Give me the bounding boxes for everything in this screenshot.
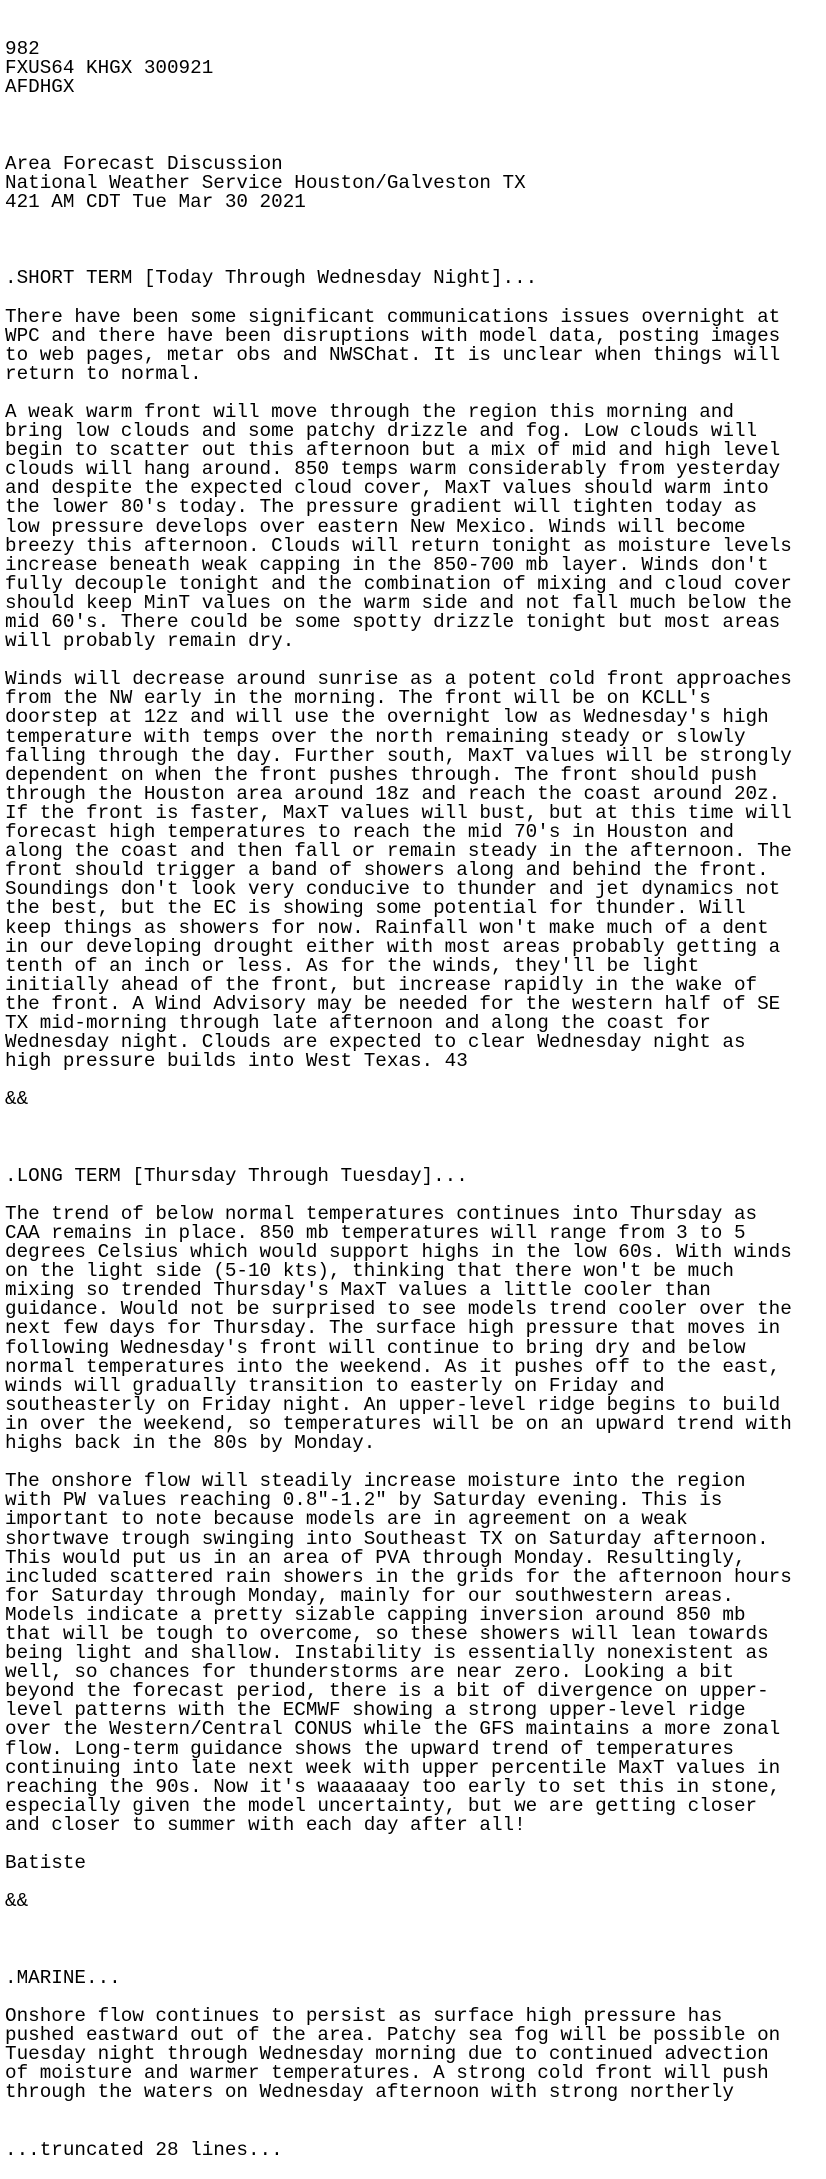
text-line: doorstep at 12z and will use the overnight low as Wednesday's high bbox=[5, 706, 769, 729]
text-line: mid 60's. There could be some spotty drizzle tonight but most areas bbox=[5, 611, 781, 633]
truncation-note: ...truncated 28 lines... bbox=[5, 2138, 283, 2161]
long-term-section bbox=[5, 1164, 826, 1931]
title-block bbox=[5, 152, 826, 231]
text-line: in our developing drought either with most areas probably getting a bbox=[5, 935, 781, 958]
text-line: Wednesday night. Clouds are expected to clear Wednesday night as bbox=[5, 1031, 746, 1054]
text-line: following Wednesday's front will continue to bring dry and below bbox=[5, 1336, 746, 1359]
text-line: A weak warm front will move through the region this morning and bbox=[5, 400, 734, 423]
text-line: Area Forecast Discussion bbox=[5, 152, 283, 175]
text-line: Batiste bbox=[5, 1852, 86, 1875]
text-line: highs back in the 80s by Monday. bbox=[5, 1432, 376, 1455]
text-line: && bbox=[5, 1088, 29, 1111]
text-line bbox=[5, 1911, 826, 1930]
text-line: The onshore flow will steadily increase moisture into the region bbox=[5, 1470, 746, 1493]
text-line: begin to scatter out this afternoon but a mix of mid and high level bbox=[5, 439, 781, 462]
text-line: This would put us in an area of PVA through Monday. Resultingly, bbox=[5, 1546, 746, 1569]
text-line bbox=[5, 1835, 826, 1854]
text-line: level patterns with the ECMWF showing a strong upper-level ridge bbox=[5, 1699, 746, 1722]
text-line: National Weather Service Houston/Galveston TX bbox=[5, 171, 526, 194]
text-line: && bbox=[5, 1890, 29, 1913]
text-line: the best, but the EC is showing some potential for thunder. Will bbox=[5, 897, 746, 920]
text-line bbox=[5, 288, 826, 307]
text-line: bring low clouds and some patchy drizzle and fog. Low clouds will bbox=[5, 420, 758, 443]
text-line: in over the weekend, so temperatures will be on an upward trend with bbox=[5, 1412, 792, 1435]
text-line: dependent on when the front pushes through. The front should push bbox=[5, 763, 758, 786]
text-line bbox=[5, 97, 826, 116]
text-line: fully decouple tonight and the combination of mixing and cloud cover bbox=[5, 572, 792, 595]
text-line: .SHORT TERM [Today Through Wednesday Night]... bbox=[5, 267, 538, 290]
text-line: being light and shallow. Instability is essentially nonexistent as bbox=[5, 1642, 769, 1665]
text-line: shortwave trough swinging into Southeast TX on Saturday afternoon. bbox=[5, 1527, 769, 1550]
text-line: AFDHGX bbox=[5, 76, 75, 99]
text-line: reaching the 90s. Now it's waaaaaay too early to set this in stone, bbox=[5, 1775, 781, 1798]
text-line bbox=[5, 212, 826, 231]
text-line bbox=[5, 1109, 826, 1128]
text-line: low pressure develops over eastern New Mexico. Winds will become bbox=[5, 515, 746, 538]
text-line: CAA remains in place. 850 mb temperatures will range from 3 to 5 bbox=[5, 1222, 746, 1244]
text-line: and despite the expected cloud cover, MaxT values should warm into bbox=[5, 477, 769, 500]
text-line: Onshore flow continues to persist as surface high pressure has bbox=[5, 2004, 723, 2027]
text-line: through the Houston area around 18z and reach the coast around 20z. bbox=[5, 782, 781, 805]
text-line: TX mid-morning through late afternoon and along the coast for bbox=[5, 1011, 711, 1034]
text-line: Soundings don't look very conducive to thunder and jet dynamics not bbox=[5, 878, 781, 901]
text-line: continuing into late next week with upper percentile MaxT values in bbox=[5, 1756, 781, 1779]
text-line: should keep MinT values on the warm side and not fall much below the bbox=[5, 591, 792, 614]
text-line: winds will gradually transition to easterly on Friday and bbox=[5, 1374, 665, 1397]
product-header bbox=[5, 40, 826, 116]
text-line: of moisture and warmer temperatures. A strong cold front will push bbox=[5, 2062, 769, 2085]
text-line: .MARINE... bbox=[5, 1966, 121, 1989]
text-line: tenth of an inch or less. As for the winds, they'll be light bbox=[5, 954, 700, 977]
text-line: and closer to summer with each day after all! bbox=[5, 1813, 526, 1836]
text-line: forecast high temperatures to reach the mid 70's in Houston and bbox=[5, 821, 734, 844]
text-line: falling through the day. Further south, MaxT values will be strongly bbox=[5, 744, 792, 767]
text-line bbox=[5, 1071, 826, 1090]
text-line: the front. A Wind Advisory may be needed for the western half of SE bbox=[5, 992, 781, 1015]
text-line: for Saturday through Monday, mainly for our southwestern areas. bbox=[5, 1584, 734, 1607]
text-line: important to note because models are in agreement on a weak bbox=[5, 1508, 688, 1531]
text-line: increase beneath weak capping in the 850-700 mb layer. Winds don't bbox=[5, 553, 769, 576]
text-line: guidance. Would not be surprised to see models trend cooler over the bbox=[5, 1298, 792, 1321]
text-line: over the Western/Central CONUS while the GFS maintains a more zonal bbox=[5, 1718, 781, 1741]
text-line: breezy this afternoon. Clouds will return tonight as moisture levels bbox=[5, 534, 792, 557]
text-line: through the waters on Wednesday afternoon with strong northerly bbox=[5, 2081, 734, 2104]
marine-section bbox=[5, 1966, 826, 2104]
text-line: included scattered rain showers in the grids for the afternoon hours bbox=[5, 1565, 792, 1588]
text-line: with PW values reaching 0.8"-1.2" by Saturday evening. This is bbox=[5, 1489, 723, 1512]
short-term-section bbox=[5, 269, 826, 1128]
text-line: Tuesday night through Wednesday morning due to continued advection bbox=[5, 2043, 769, 2066]
text-line: high pressure builds into West Texas. 43 bbox=[5, 1050, 468, 1073]
text-line: especially given the model uncertainty, but we are getting closer bbox=[5, 1794, 758, 1817]
text-line: degrees Celsius which would support highs in the low 60s. With winds bbox=[5, 1241, 792, 1264]
text-line: 421 AM CDT Tue Mar 30 2021 bbox=[5, 190, 306, 213]
text-line: on the light side (5-10 kts), thinking that there won't be much bbox=[5, 1260, 734, 1283]
text-line: initially ahead of the front, but increase rapidly in the wake of bbox=[5, 973, 758, 996]
text-line: front should trigger a band of showers along and behind the front. bbox=[5, 859, 769, 882]
text-line: to web pages, metar obs and NWSChat. It is unclear when things will bbox=[5, 343, 781, 366]
text-line: will probably remain dry. bbox=[5, 630, 295, 653]
text-line: southeasterly on Friday night. An upper-level ridge begins to build bbox=[5, 1393, 781, 1416]
text-line: .LONG TERM [Thursday Through Tuesday]... bbox=[5, 1164, 468, 1187]
text-line: normal temperatures into the weekend. As it pushes off to the east, bbox=[5, 1355, 781, 1378]
text-line: clouds will hang around. 850 temps warm considerably from yesterday bbox=[5, 458, 781, 481]
text-line: along the coast and then fall or remain steady in the afternoon. The bbox=[5, 840, 792, 863]
text-line: pushed eastward out of the area. Patchy sea fog will be possible on bbox=[5, 2023, 781, 2046]
text-line: return to normal. bbox=[5, 362, 202, 385]
text-line: 982 bbox=[5, 38, 40, 61]
text-line: well, so chances for thunderstorms are near zero. Looking a bit bbox=[5, 1661, 734, 1684]
text-line: next few days for Thursday. The surface high pressure that moves in bbox=[5, 1317, 781, 1340]
text-line: FXUS64 KHGX 300921 bbox=[5, 57, 214, 80]
text-line: temperature with temps over the north remaining steady or slowly bbox=[5, 725, 746, 748]
text-line bbox=[5, 1988, 826, 2007]
text-line: WPC and there have been disruptions with model data, posting images bbox=[5, 324, 781, 347]
text-line: beyond the forecast period, there is a bit of divergence on upper- bbox=[5, 1680, 769, 1703]
text-line: from the NW early in the morning. The front will be on KCLL's bbox=[5, 687, 711, 710]
text-line: There have been some significant communications issues overnight at bbox=[5, 305, 781, 328]
text-line: The trend of below normal temperatures continues into Thursday as bbox=[5, 1202, 758, 1225]
text-line: keep things as showers for now. Rainfall won't make much of a dent bbox=[5, 916, 769, 939]
text-line bbox=[5, 1873, 826, 1892]
text-line: mixing so trended Thursday's MaxT values a little cooler than bbox=[5, 1279, 711, 1302]
text-line: If the front is faster, MaxT values will bust, but at this time will bbox=[5, 801, 792, 824]
text-line: that will be tough to overcome, so these showers will lean towards bbox=[5, 1622, 769, 1645]
text-line: Winds will decrease around sunrise as a potent cold front approaches bbox=[5, 668, 792, 691]
text-line: the lower 80's today. The pressure gradient will tighten today as bbox=[5, 496, 758, 519]
text-line: flow. Long-term guidance shows the upward trend of temperatures bbox=[5, 1737, 734, 1760]
text-line: Models indicate a pretty sizable capping inversion around 850 mb bbox=[5, 1603, 746, 1626]
